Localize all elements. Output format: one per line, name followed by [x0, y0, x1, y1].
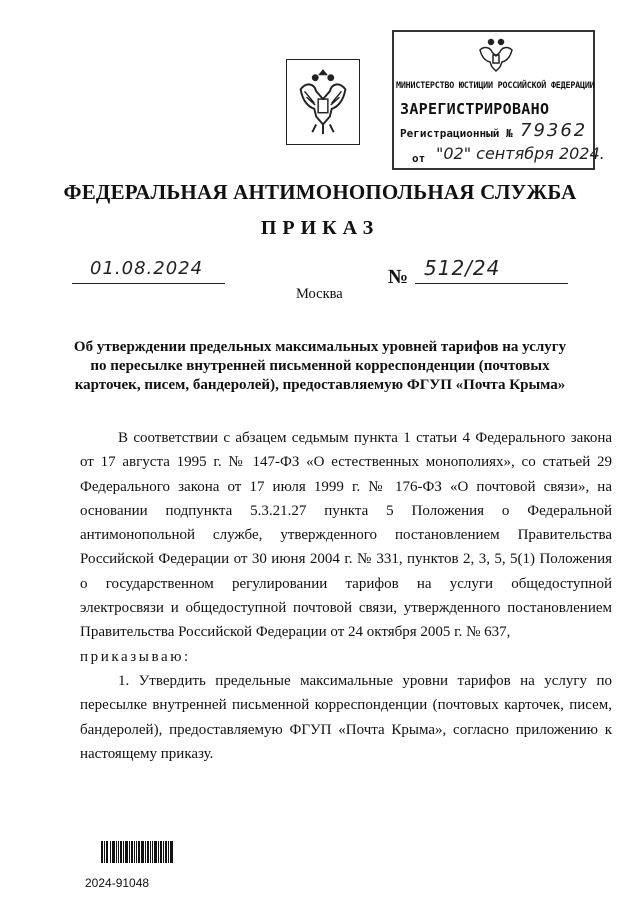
barcode-icon [101, 841, 173, 863]
stamp-date: "02" сентября 2024. [436, 144, 605, 163]
order-word: приказываю: [80, 648, 191, 665]
coat-of-arms-emblem [286, 59, 360, 145]
preamble-paragraph: В соответствии с абзацем седьмым пункта 1 статьи 4 Федерального закона от 17 августа 1995 г. № 147-ФЗ «О естественных монополиях», со статьей 29 Федерального закона от 17 июля 1999 г. № 176-ФЗ «О почтовой связи», на основании подпункта 5.3.21.27 пункта 5 Положения о Федеральной антимонопольной службе, утвержденного постановлением Правительства Российской Федерации от 30 июня 2004 г. № 331, пунктов 2, 3, 5, 5(1) Положения о государственном регулировании тарифов на услуги общедоступной электросвязи и общедоступной почтовой связи, утвержденного постановлением Правительства Российской Федерации от 24 октября 2005 г. № 637, [80, 430, 612, 641]
stamp-number-label: Регистрационный № [400, 127, 513, 140]
number-underline [415, 283, 568, 284]
agency-name: ФЕДЕРАЛЬНАЯ АНТИМОНОПОЛЬНАЯ СЛУЖБА [63, 180, 577, 204]
document-body [80, 426, 612, 766]
city: Москва [296, 286, 343, 302]
document-type: ПРИКАЗ [260, 217, 380, 239]
document-heading: Об утверждении предельных максимальных уровней тарифов на услугу по пересылке внутренней письменной корреспонденции (почтовых карточек, писем, бандеролей), предоставляемую ФГУП «Почта Крыма» [73, 339, 567, 393]
order-number: 512/24 [424, 256, 501, 280]
stamp-registered: ЗАРЕГИСТРИРОВАНО [400, 100, 550, 118]
item-1-paragraph: 1. Утвердить предельные максимальные уровни тарифов на услугу по пересылке внутренней письменной корреспонденции (почтовых карточек, писем, бандеролей), предоставляемую ФГУП «Почта Крыма», согласно приложению к настоящему приказу. [80, 672, 612, 762]
document-code: 2024-91048 [85, 876, 150, 890]
stamp-from-label: от [412, 152, 426, 165]
stamp-eagle-icon [474, 34, 518, 74]
stamp-ministry: МИНИСТЕРСТВО ЮСТИЦИИ РОССИЙСКОЙ ФЕДЕРАЦИИ [396, 80, 595, 90]
stamp-number: 79362 [520, 120, 588, 141]
order-date: 01.08.2024 [90, 258, 204, 279]
date-underline [72, 283, 225, 284]
number-sign: № [388, 266, 409, 288]
